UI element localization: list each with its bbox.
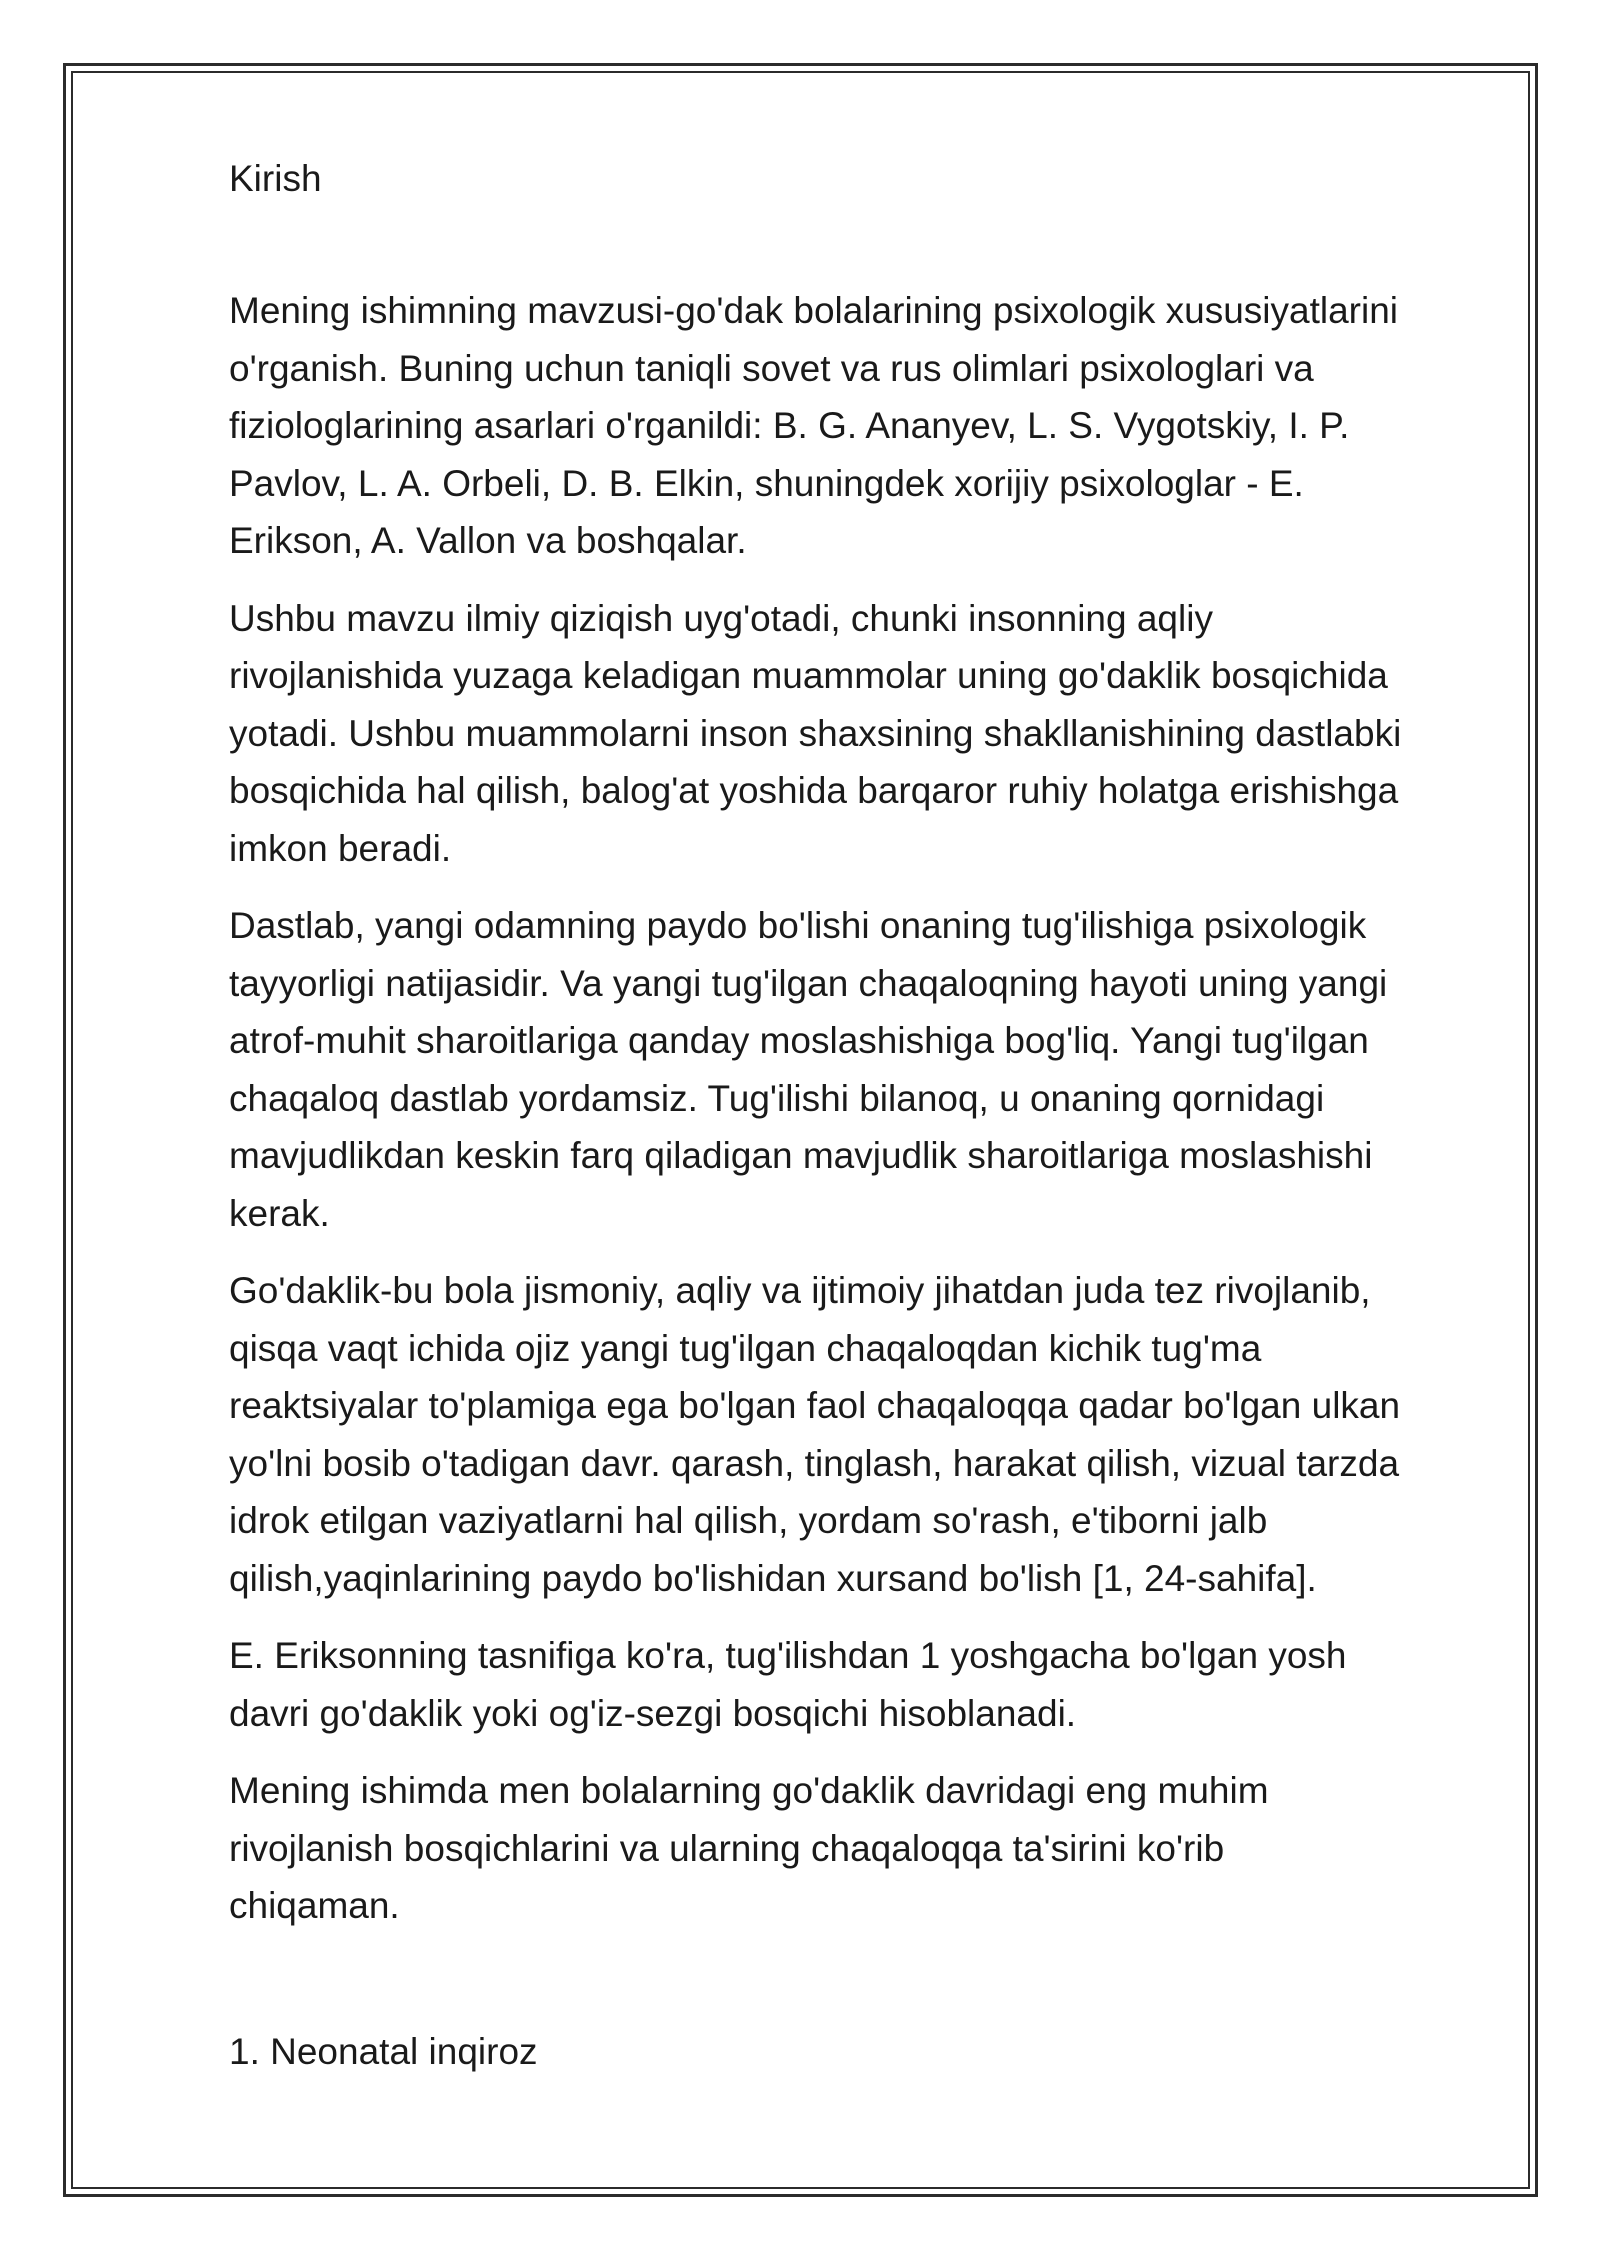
paragraph-6 [229,1762,1494,1935]
paragraph-2 [229,590,1494,878]
paragraph-line: qisqa vaqt ichida ojiz yangi tug'ilgan chaqaloqdan kichik tug'ma [229,1327,1262,1369]
paragraph-line: E. Eriksonning tasnifiga ko'ra, tug'ilishdan 1 yoshgacha bo'lgan yosh [229,1635,1347,1676]
paragraph-line: chaqaloq dastlab yordamsiz. Tug'ilishi bilanoq, u onaning qornidagi [229,1077,1325,1119]
document-title: Kirish [229,158,322,199]
paragraph-line: Erikson, A. Vallon va boshqalar. [229,520,747,561]
paragraph-line: Mening ishimning mavzusi-go'dak bolalarining psixologik xususiyatlarini [229,290,1399,331]
paragraph-line: qilish,yaqinlarining paydo bo'lishidan xursand bo'lish [1, 24-sahifa]. [229,1557,1317,1599]
paragraph-line: reaktsiyalar to'plamiga ega bo'lgan faol chaqaloqqa qadar bo'lgan ulkan [229,1385,1401,1426]
paragraph-line: o'rganish. Buning uchun taniqli sovet va rus olimlari psixologlari va [229,347,1314,389]
paragraph-line: Mening ishimda men bolalarning go'daklik davridagi eng muhim [229,1770,1269,1811]
paragraph-line: yotadi. Ushbu muammolarni inson shaxsining shakllanishining dastlabki [229,712,1402,754]
paragraph-line: yo'lni bosib o'tadigan davr. qarash, tinglash, harakat qilish, vizual tarzda [229,1442,1400,1484]
paragraph-line: Ushbu mavzu ilmiy qiziqish uyg'otadi, chunki insonning aqliy [229,597,1213,639]
paragraph-3 [229,897,1494,1242]
paragraph-5 [229,1627,1494,1742]
paragraph-line: rivojlanish bosqichlarini va ularning chaqaloqqa ta'sirini ko'rib [229,1827,1225,1869]
paragraph-1 [229,282,1494,570]
paragraph-line: kerak. [229,1192,330,1234]
document-body [229,150,1494,2080]
paragraph-line: fiziologlarining asarlari o'rganildi: B. G. Ananyev, L. S. Vygotskiy, I. P. [229,405,1350,446]
paragraph-4 [229,1262,1494,1607]
paragraph-line: mavjudlikdan keskin farq qiladigan mavjudlik sharoitlariga moslashishi [229,1135,1373,1176]
paragraph-line: davri go'daklik yoki og'iz-sezgi bosqichi hisoblanadi. [229,1692,1077,1734]
paragraph-line: Dastlab, yangi odamning paydo bo'lishi onaning tug'ilishiga psixologik [229,905,1367,946]
paragraph-line: rivojlanishida yuzaga keladigan muammolar uning go'daklik bosqichida [229,655,1388,696]
paragraph-line: chiqaman. [229,1885,400,1926]
paragraph-line: idrok etilgan vaziyatlarni hal qilish, yordam so'rash, e'tiborni jalb [229,1500,1268,1541]
section-heading: 1. Neonatal inqiroz [229,2030,538,2072]
paragraph-line: tayyorligi natijasidir. Va yangi tug'ilgan chaqaloqning hayoti uning yangi [229,962,1388,1004]
paragraph-line: bosqichida hal qilish, balog'at yoshida barqaror ruhiy holatga erishishga [229,770,1399,811]
paragraph-line: imkon beradi. [229,827,452,869]
paragraph-line: Pavlov, L. A. Orbeli, D. B. Elkin, shuningdek xorijiy psixologlar - E. [229,462,1304,504]
paragraph-line: atrof-muhit sharoitlariga qanday moslashishiga bog'liq. Yangi tug'ilgan [229,1020,1369,1061]
paragraph-line: Go'daklik-bu bola jismoniy, aqliy va ijtimoiy jihatdan juda tez rivojlanib, [229,1270,1371,1311]
